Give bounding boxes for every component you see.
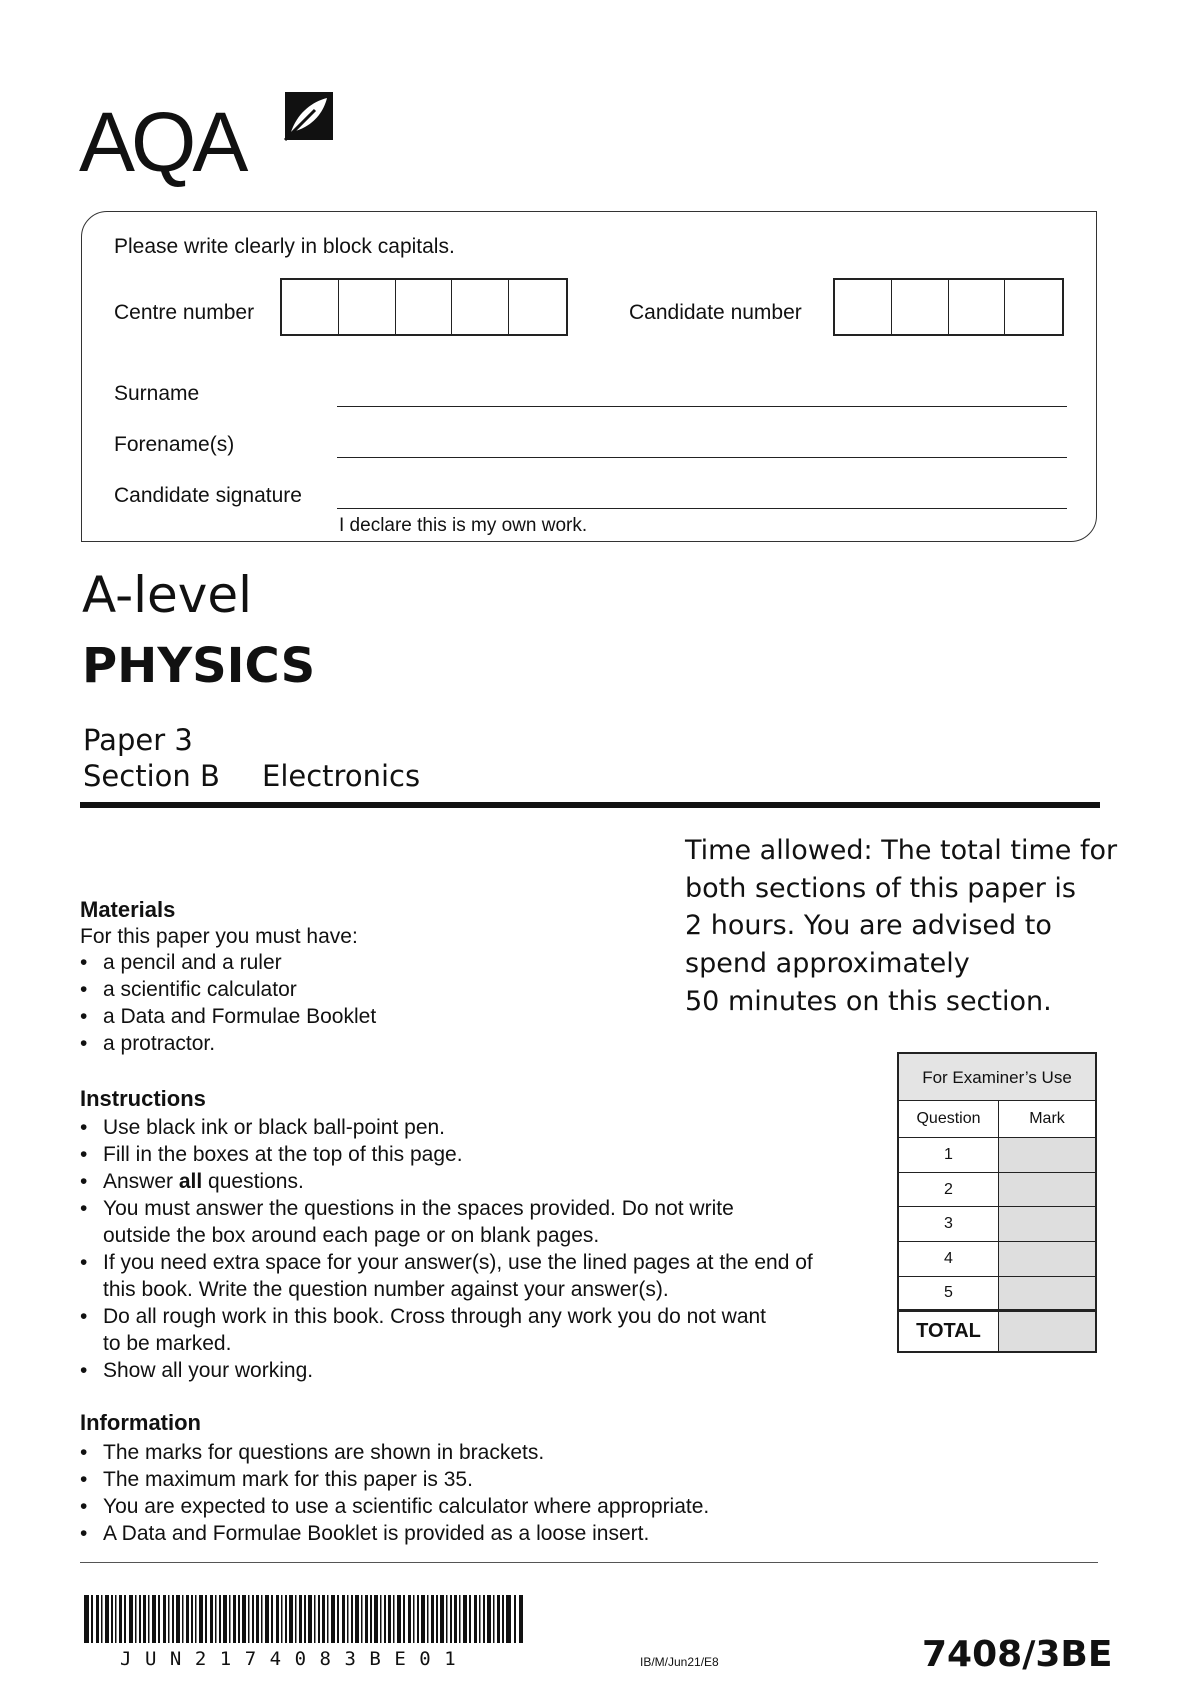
mark-cell [999, 1242, 1095, 1276]
question-number: 2 [899, 1173, 999, 1206]
time-allowed-line: both sections of this paper is [685, 872, 1076, 904]
centre-number-boxes[interactable] [280, 278, 568, 336]
table-row [899, 1138, 1095, 1173]
list-item: • Do all rough work in this book. Cross through any work you do not want to be marked. [80, 1305, 767, 1355]
table-row [899, 1207, 1095, 1242]
materials-heading: Materials [80, 897, 176, 922]
list-item: • Use black ink or black ball-point pen. [80, 1116, 446, 1139]
subject-title: PHYSICS [82, 638, 316, 694]
list-item: • a pencil and a ruler [80, 951, 282, 974]
mark-cell [999, 1277, 1095, 1309]
list-item: • a protractor. [80, 1032, 216, 1055]
centre-digit-box[interactable] [452, 280, 509, 334]
title-divider [80, 802, 1100, 808]
information-list [80, 1439, 709, 1547]
mark-column-header: Mark [999, 1101, 1095, 1137]
barcode-number: JUN2174083BE01 [120, 1648, 470, 1670]
list-item: • The marks for questions are shown in brackets. [80, 1441, 545, 1464]
mark-cell [999, 1138, 1095, 1172]
time-allowed-line: 2 hours. You are advised to [685, 910, 1052, 942]
forename-label: Forename(s) [114, 433, 235, 456]
bullet: • [80, 1032, 88, 1055]
bullet: • [80, 1005, 88, 1028]
qualification-level: A-level [82, 566, 253, 624]
question-number: 4 [899, 1242, 999, 1276]
centre-number-label: Centre number [114, 301, 255, 324]
centre-digit-box[interactable] [339, 280, 396, 334]
mark-cell [999, 1207, 1095, 1241]
list-item: • You are expected to use a scientific calculator where appropriate. [80, 1495, 710, 1518]
table-header-row [899, 1101, 1095, 1138]
question-number: 3 [899, 1207, 999, 1241]
signature-label: Candidate signature [114, 484, 302, 507]
barcode [84, 1595, 524, 1643]
question-number: 5 [899, 1277, 999, 1309]
question-column-header: Question [899, 1101, 999, 1137]
bullet: • [80, 978, 88, 1001]
time-allowed-line: 50 minutes on this section. [685, 985, 1052, 1017]
list-item: • Fill in the boxes at the top of this page. [80, 1143, 463, 1166]
paper-number: Paper 3 [83, 723, 193, 757]
information-heading: Information [80, 1410, 201, 1435]
question-number: 1 [899, 1138, 999, 1172]
examiner-table-title: For Examiner’s Use [899, 1054, 1095, 1101]
table-row [899, 1242, 1095, 1277]
block-capitals-instruction: Please write clearly in block capitals. [114, 235, 455, 258]
list-item: • A Data and Formulae Booklet is provided as a loose insert. [80, 1522, 650, 1545]
list-item: • a scientific calculator [80, 978, 297, 1001]
candidate-details-box [81, 211, 1097, 542]
table-row [899, 1277, 1095, 1310]
list-item: • You must answer the questions in the spaces provided. Do not write outside the box around each page or on blank pages. [80, 1197, 734, 1247]
mark-cell [999, 1173, 1095, 1206]
centre-digit-box[interactable] [282, 280, 339, 334]
total-row [899, 1310, 1095, 1351]
examiner-use-table [897, 1052, 1097, 1353]
footer-divider [80, 1562, 1098, 1563]
section-label: Section B [83, 759, 220, 793]
list-item: • If you need extra space for your answer(s), use the lined pages at the end of this book. Write the question number against your answer(s). [80, 1251, 813, 1301]
table-row [899, 1173, 1095, 1207]
section-topic: Electronics [262, 759, 421, 793]
aqa-leaf-icon [281, 88, 337, 144]
total-label: TOTAL [899, 1312, 999, 1351]
bullet: • [80, 951, 88, 974]
candidate-number-boxes[interactable] [833, 278, 1064, 336]
total-mark-cell [999, 1312, 1095, 1351]
materials-list [80, 949, 376, 1057]
centre-digit-box[interactable] [509, 280, 566, 334]
forename-field[interactable] [337, 457, 1067, 458]
logo-text: AQA [79, 95, 245, 189]
time-allowed [685, 832, 1118, 1021]
list-item: • a Data and Formulae Booklet [80, 1005, 377, 1028]
instructions-heading: Instructions [80, 1086, 206, 1111]
candidate-digit-box[interactable] [949, 280, 1006, 334]
materials-intro: For this paper you must have: [80, 925, 358, 948]
list-item: • Show all your working. [80, 1359, 314, 1382]
surname-label: Surname [114, 382, 200, 405]
time-allowed-line: Time allowed: The total time for [685, 835, 1118, 866]
candidate-number-label: Candidate number [629, 301, 802, 324]
centre-digit-box[interactable] [396, 280, 453, 334]
list-item: • Answer all questions. [80, 1170, 304, 1193]
signature-field[interactable] [337, 508, 1067, 509]
candidate-digit-box[interactable] [835, 280, 892, 334]
candidate-digit-box[interactable] [1005, 280, 1062, 334]
instructions-list [80, 1114, 813, 1384]
document-reference: IB/M/Jun21/E8 [640, 1655, 719, 1669]
time-allowed-line: spend approximately [685, 948, 970, 980]
list-item: • The maximum mark for this paper is 35. [80, 1468, 473, 1491]
candidate-digit-box[interactable] [892, 280, 949, 334]
paper-code: 7408/3BE [922, 1634, 1113, 1675]
declaration-text: I declare this is my own work. [339, 515, 588, 536]
surname-field[interactable] [337, 406, 1067, 407]
